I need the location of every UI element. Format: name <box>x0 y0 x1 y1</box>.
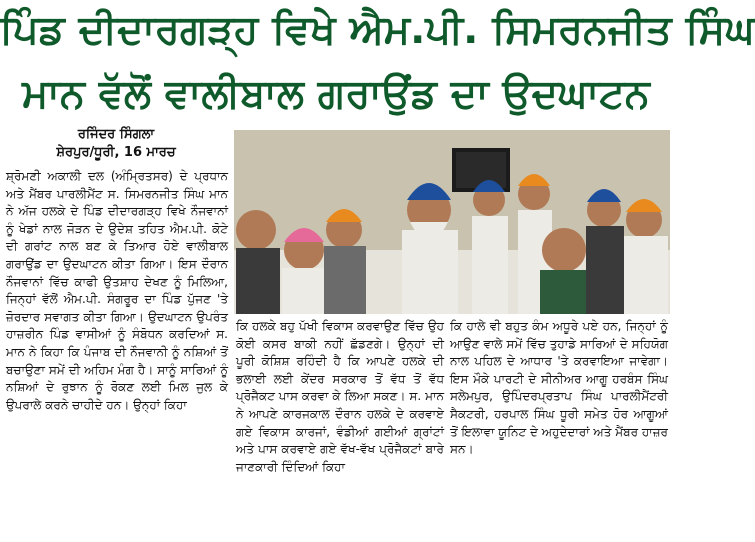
headline-line-2: ਮਾਨ ਵੱਲੋਂ ਵਾਲੀਬਾਲ ਗਰਾਉਂਡ ਦਾ ਉਦਘਾਟਨ <box>22 71 650 117</box>
byline <box>16 126 216 162</box>
news-photo <box>234 130 670 314</box>
dateline: ਸ਼ੇਰਪੁਰ/ਧੂਰੀ, 16 ਮਾਰਚ <box>56 145 176 160</box>
headline-line-1: ਪਿੰਡ ਦੀਦਾਰਗੜ੍ਹ ਵਿਖੇ ਐਮ.ਪੀ. ਸਿਮਰਨਜੀਤ ਸਿੰਘ <box>0 7 755 53</box>
article-column-1: ਸ਼੍ਰੋਮਣੀ ਅਕਾਲੀ ਦਲ (ਅੰਮ੍ਰਿਤਸਰ) ਦੇ ਪ੍ਰਧਾਨ ਅਤੇ ਮੈਂਬਰ ਪਾਰਲੀਮੈਂਟ ਸ. ਸਿਮਰਨਜੀਤ ਸਿੰਘ ਮਾਨ ਨੇ ਅੱਜ ਹਲਕੇ ਦੇ ਪਿੰਡ ਦੀਦਾਰਗੜ੍ਹ ਵਿਖੇ ਨੌਜਵਾਨਾਂ ਨੂੰ ਖੇਡਾਂ ਨਾਲ ਜੋੜਨ ਦੇ ਉਦੇਸ਼ ਤਹਿਤ ਐਮ.ਪੀ. ਕੋਟੇ ਦੀ ਗਰਾਂਟ ਨਾਲ ਬਣ ਕੇ ਤਿਆਰ ਹੋਏ ਵਾਲੀਬਾਲ ਗਰਾਉਂਡ ਦਾ ਉਦਘਾਟਨ ਕੀਤਾ ਗਿਆ। ਇਸ ਦੌਰਾਨ ਨੌਜਵਾਨਾਂ ਵਿੱਚ ਕਾਫੀ ਉਤਸ਼ਾਹ ਦੇਖਣ ਨੂੰ ਮਿਲਿਆ, ਜਿਨ੍ਹਾਂ ਵੱਲੋਂ ਐਮ.ਪੀ. ਸੰਗਰੂਰ ਦਾ ਪਿੰਡ ਪੁੱਜਣ 'ਤੇ ਜ਼ੋਰਦਾਰ ਸਵਾਗਤ ਕੀਤਾ ਗਿਆ। ਉਦਘਾਟਨ ਉਪਰੰਤ ਹਾਜ਼ਰੀਨ ਪਿੰਡ ਵਾਸੀਆਂ ਨੂੰ ਸੰਬੋਧਨ ਕਰਦਿਆਂ ਸ. ਮਾਨ ਨੇ ਕਿਹਾ ਕਿ ਪੰਜਾਬ ਦੀ ਨੌਜਵਾਨੀ ਨੂੰ ਨਸ਼ਿਆਂ ਤੋਂ ਬਚਾਉਣਾ ਸਮੇਂ ਦੀ ਅਹਿਮ ਮੰਗ ਹੈ। ਸਾਨੂੰ ਸਾਰਿਆਂ ਨੂੰ ਨਸ਼ਿਆਂ ਦੇ ਰੁਝਾਨ ਨੂੰ ਰੋਕਣ ਲਈ ਮਿਲ ਜੁਲ ਕੇ ਉਪਰਾਲੇ ਕਰਨੇ ਚਾਹੀਦੇ ਹਨ। ਉਨ੍ਹਾਂ ਕਿਹਾ <box>6 169 228 412</box>
article-column-3: ਕਿ ਹਾਲੇ ਵੀ ਬਹੁਤ ਕੰਮ ਅਧੂਰੇ ਪਏ ਹਨ, ਜਿਨ੍ਹਾਂ ਨੂੰ ਆਉਣ ਵਾਲੇ ਸਮੇਂ ਵਿੱਚ ਤੁਹਾਡੇ ਸਾਰਿਆਂ ਦੇ ਸਹਿਯੋਗ ਨਾਲ ਪਹਿਲ ਦੇ ਆਧਾਰ 'ਤੇ ਕਰਵਾਇਆ ਜਾਵੇਗਾ। ਇਸ ਮੌਕੇ ਪਾਰਟੀ ਦੇ ਸੀਨੀਅਰ ਆਗੂ ਹਰਬੰਸ ਸਿੰਘ ਸਲੇਮਪੁਰ, ਉਪਿੰਦਰਪ੍ਰਤਾਪ ਸਿੰਘ ਪਾਰਲੀਮੈਂਟਰੀ ਸੈਕਟਰੀ, ਹਰਪਾਲ ਸਿੰਘ ਧੂਰੀ ਸਮੇਤ ਹੋਰ ਆਗੂਆਂ ਤੋਂ ਇਲਾਵਾ ਯੂਨਿਟ ਦੇ ਅਹੁਦੇਦਾਰਾਂ ਅਤੇ ਮੈਂਬਰ ਹਾਜ਼ਰ ਸਨ। <box>450 319 668 457</box>
article-column-2: ਕਿ ਹਲਕੇ ਬਹੁ ਪੱਖੀ ਵਿਕਾਸ ਕਰਵਾਉਣ ਵਿੱਚ ਉਹ ਕੋਈ ਕਸਰ ਬਾਕੀ ਨਹੀਂ ਛੱਡਣਗੇ। ਉਨ੍ਹਾਂ ਦੀ ਪੂਰੀ ਕੋਸ਼ਿਸ਼ ਰਹਿੰਦੀ ਹੈ ਕਿ ਆਪਣੇ ਹਲਕੇ ਦੀ ਭਲਾਈ ਲਈ ਕੇਂਦਰ ਸਰਕਾਰ ਤੋਂ ਵੱਧ ਤੋਂ ਵੱਧ ਪ੍ਰੋਜੈਕਟ ਪਾਸ ਕਰਵਾ ਕੇ ਲਿਆ ਸਕਣ। ਸ. ਮਾਨ ਨੇ ਆਪਣੇ ਕਾਰਜਕਾਲ ਦੌਰਾਨ ਹਲਕੇ ਦੇ ਕਰਵਾਏ ਗਏ ਵਿਕਾਸ ਕਾਰਜਾਂ, ਵੰਡੀਆਂ ਗਈਆਂ ਗ੍ਰਾਂਟਾਂ ਅਤੇ ਪਾਸ ਕਰਵਾਏ ਗਏ ਵੱਖ-ਵੱਖ ਪ੍ਰੋਜੈਕਟਾਂ ਬਾਰੇ ਜਾਣਕਾਰੀ ਦਿੰਦਿਆਂ ਕਿਹਾ <box>236 319 444 474</box>
photo-illustration <box>234 130 670 314</box>
author-name: ਰਜਿੰਦਰ ਸਿੰਗਲਾ <box>77 127 155 142</box>
